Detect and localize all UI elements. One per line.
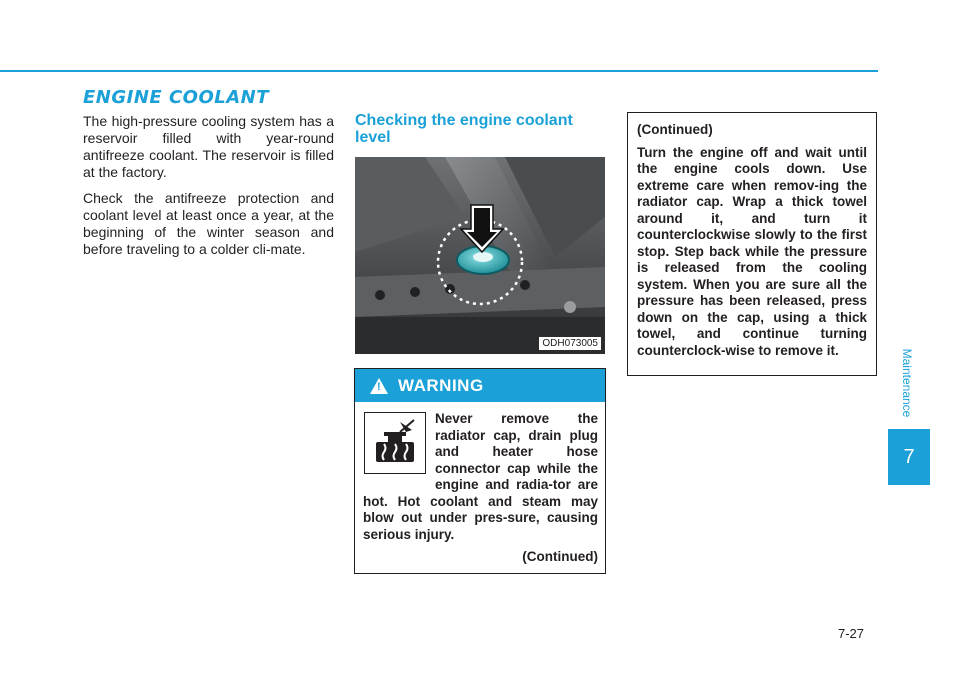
radiator-cap-photo [355,157,605,354]
warning-continued: (Continued) [522,549,598,564]
hot-coolant-warning-icon [364,412,426,474]
section-side-label [900,343,914,423]
chapter-number: 7 [903,445,915,468]
warning-label: WARNING [398,375,484,395]
subsection-title: Checking the engine coolant level [355,112,573,146]
warning-continuation-box [627,112,877,376]
page-number: 7-27 [838,626,865,641]
intro-text [83,113,334,267]
warning-box [354,368,606,574]
warning-body [355,402,605,566]
intro-paragraph: Check the antifreeze protection and coolant level at least once a year, at the beginning of the winter season and before traveling to a colder cli-mate. [83,190,334,257]
section-label: Maintenance [900,348,914,418]
engine-bay-illustration [355,157,605,354]
warning-text: Never remove the radiator cap, drain plug and heater hose connector cap while the engine and radia-tor are hot. Hot coolant and steam may blow out under pres-sure, causing serious injury. [363,411,598,542]
continuation-label: (Continued) [637,122,713,137]
continuation-text: Turn the engine off and wait until the engine cools down. Use extreme care when remov-ing the radiator cap. Wrap a thick towel around it, and turn it counterclockwise slowly to the first stop. Step back while the pressure is released from the cooling system. When you are sure all the pressure has been released, press down on the cap, using a thick towel, and continue turning counterclock-wise to remove it. [637,144,867,358]
warning-triangle-icon: ! [370,378,388,394]
section-title: ENGINE COOLANT [83,87,270,108]
warning-header [355,369,605,402]
chapter-tab[interactable] [888,429,930,485]
figure-code: ODH073005 [539,337,601,350]
header-rule [0,70,878,72]
intro-paragraph: The high-pressure cooling system has a reservoir filled with year-round antifreeze coolant. The reservoir is filled at the factory. [83,113,334,180]
